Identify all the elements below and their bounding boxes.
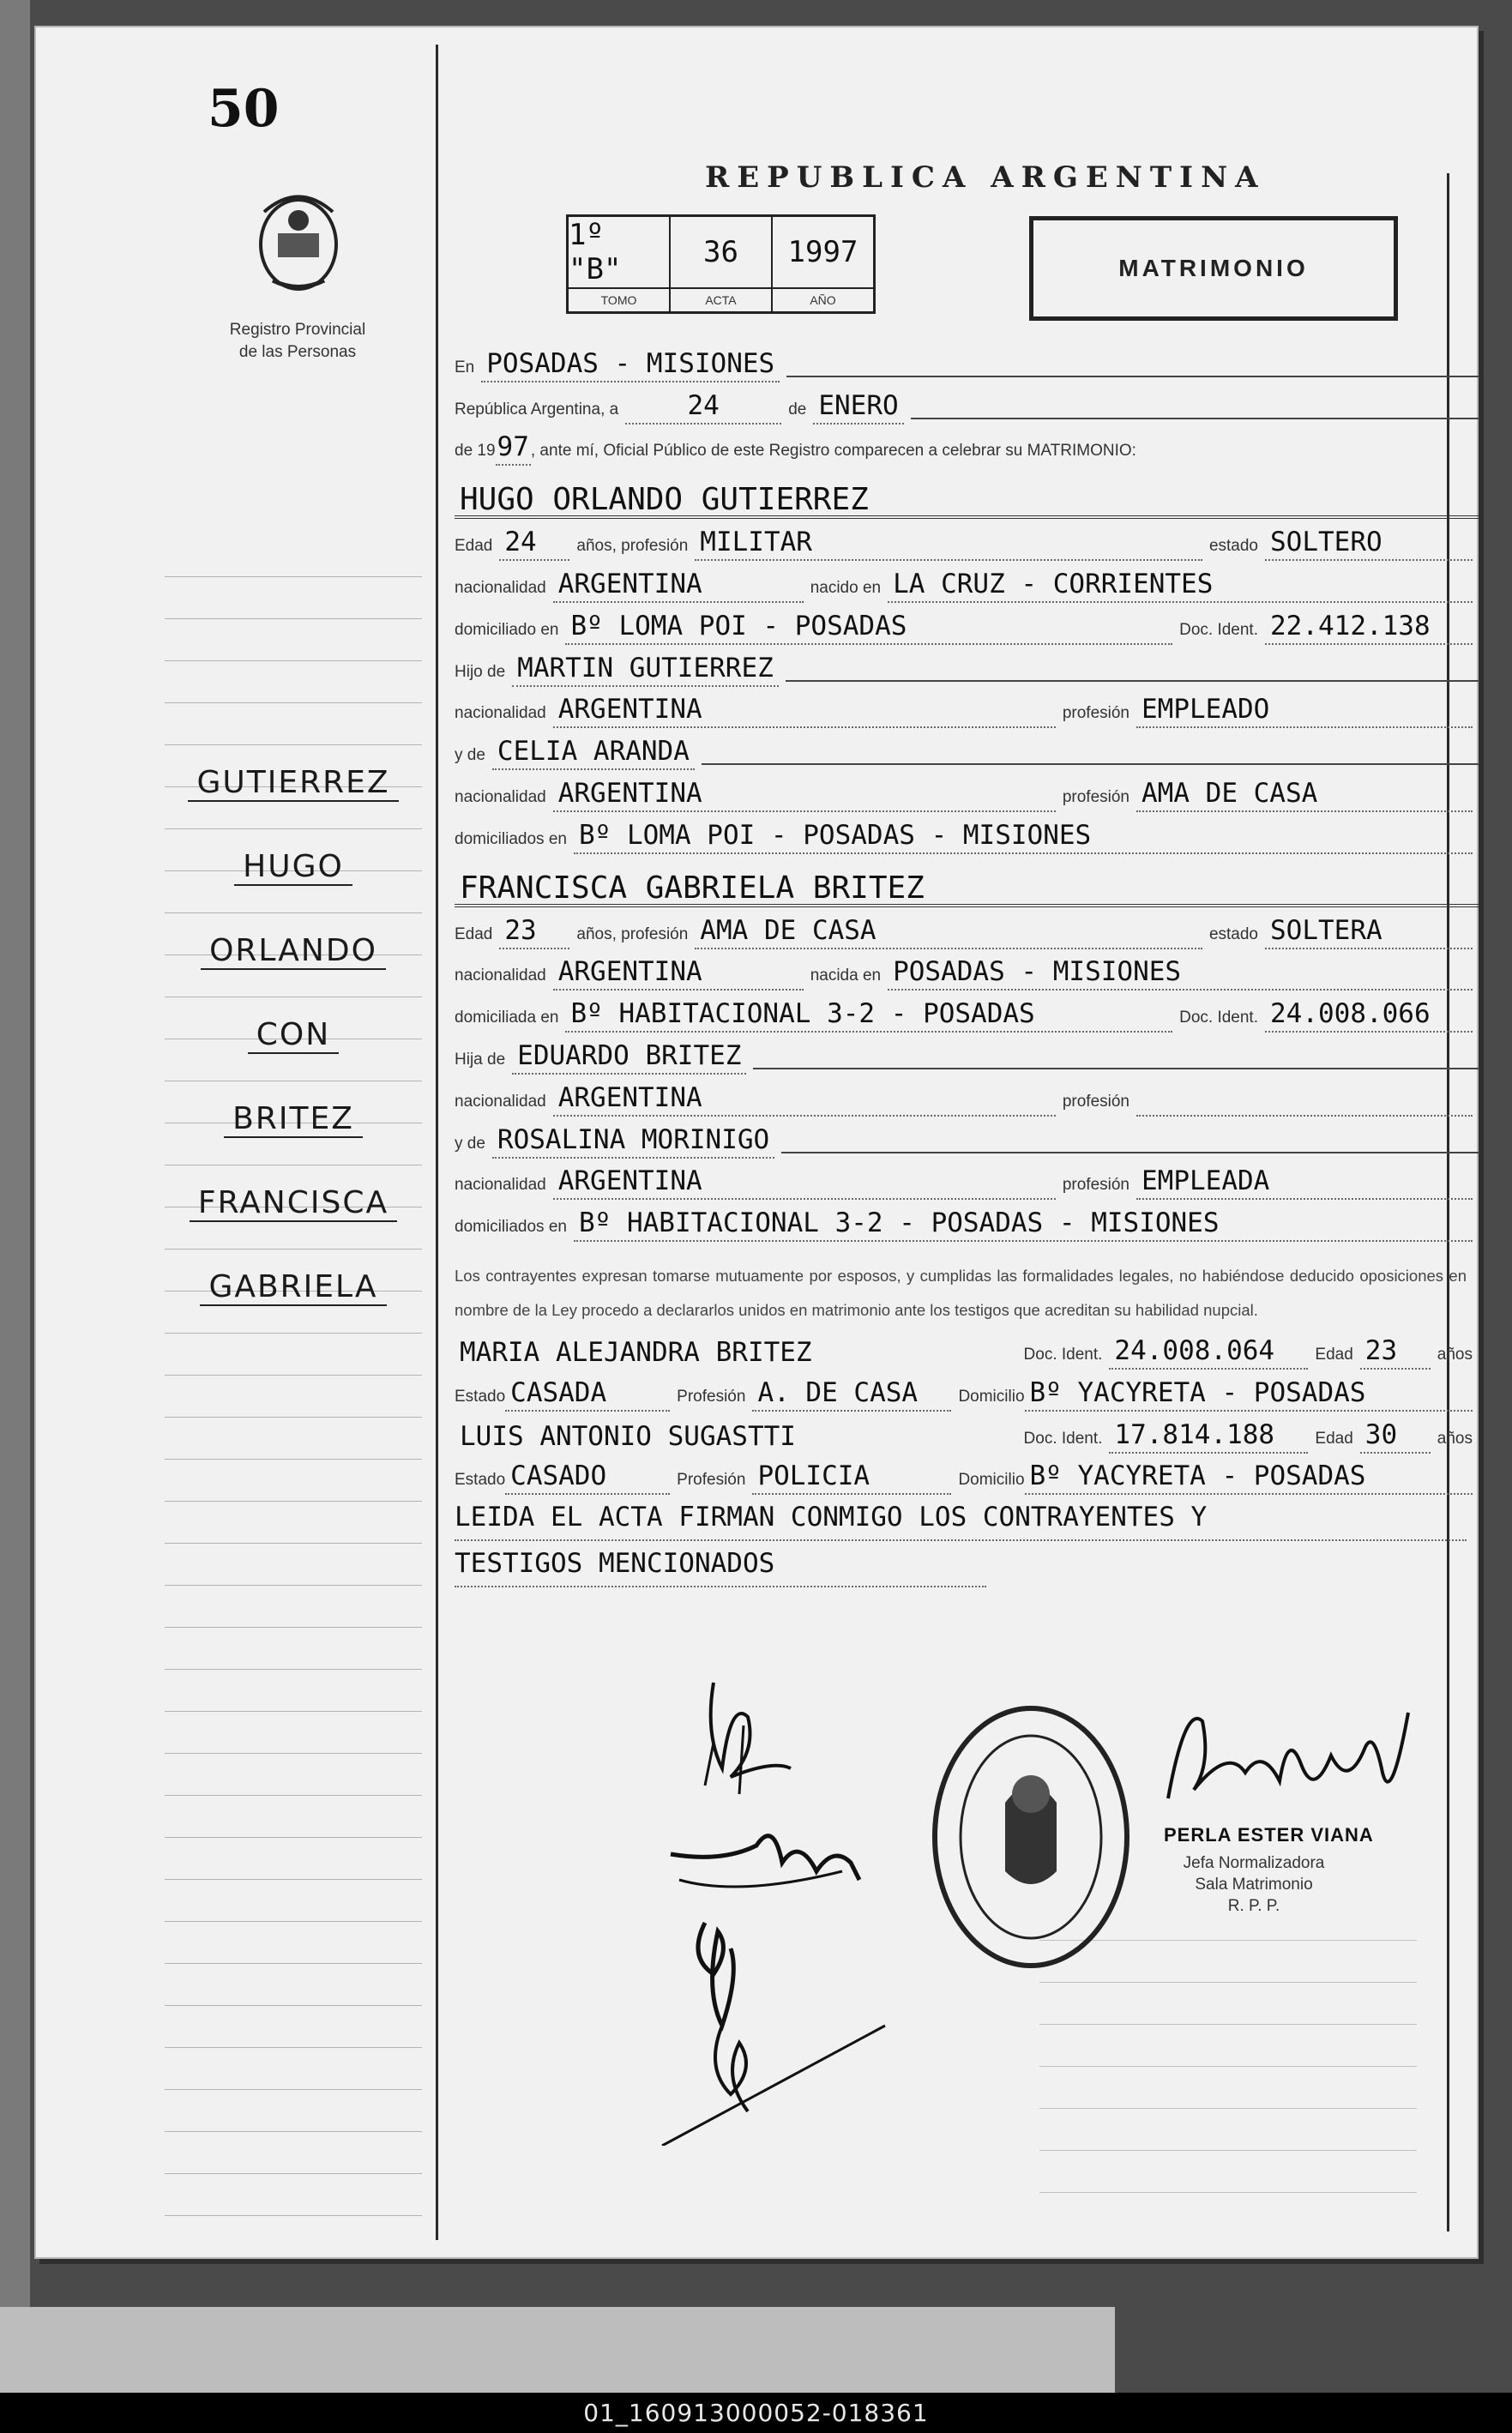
label: y de xyxy=(455,1134,485,1153)
official-title: R. P. P. xyxy=(1227,1897,1280,1915)
label: Doc. Ident. xyxy=(1023,1345,1103,1364)
label: nacionalidad xyxy=(455,1092,546,1111)
label: profesión xyxy=(1062,1176,1129,1195)
statement-text: , ante mí, Oficial Público de este Registro comparecen a celebrar su MATRIMONIO: xyxy=(530,442,1136,461)
label: En xyxy=(455,358,475,376)
margin-name: BRITEZ xyxy=(156,1101,431,1185)
bride-doc: 24.008.066 xyxy=(1265,998,1473,1033)
groom-father: MARTIN GUTIERREZ xyxy=(512,653,779,687)
label: Edad xyxy=(455,924,493,943)
groom-parents-address-row xyxy=(455,812,1479,854)
intro-row-statement xyxy=(455,425,1479,467)
day-value: 24 xyxy=(625,390,781,425)
ruled-line xyxy=(165,1501,422,1502)
bride-father-details-row xyxy=(455,1075,1479,1117)
label: Profesión xyxy=(677,1471,746,1490)
bride-parents-address: Bº HABITACIONAL 3-2 - POSADAS - MISIONES xyxy=(574,1207,1473,1242)
bride-status: SOLTERA xyxy=(1265,915,1473,949)
bride-age: 23 xyxy=(499,915,569,949)
registry-caption-line: de las Personas xyxy=(238,343,357,361)
bride-mother: ROSALINA MORINIGO xyxy=(492,1124,774,1159)
intro-row-place xyxy=(455,340,1479,382)
ruled-line xyxy=(165,1921,422,1922)
label: nacionalidad xyxy=(455,578,546,597)
reference-box xyxy=(566,214,876,314)
bride-parents-address-row xyxy=(455,1200,1479,1242)
bride-father: EDUARDO BRITEZ xyxy=(512,1040,746,1075)
ruled-line xyxy=(1039,2066,1417,2067)
ruled-line xyxy=(165,1963,422,1964)
label: Profesión xyxy=(677,1387,746,1406)
ruled-line xyxy=(165,1627,422,1628)
ruled-line xyxy=(165,1879,422,1880)
witness-status: CASADA xyxy=(505,1377,670,1412)
groom-father-details-row xyxy=(455,687,1479,729)
label: nacida en xyxy=(810,967,882,985)
label: Doc. Ident. xyxy=(1179,620,1258,639)
witness-name: LUIS ANTONIO SUGASTTI xyxy=(460,1420,796,1452)
witness-doc: 17.814.188 xyxy=(1109,1419,1308,1454)
label: domiciliada en xyxy=(455,1009,559,1027)
scan-footer-code: 01_160913000052-018361 xyxy=(0,2393,1512,2433)
label: Edad xyxy=(1315,1429,1353,1448)
ruled-line xyxy=(165,1795,422,1796)
ruled-line xyxy=(165,1459,422,1460)
closing-line: TESTIGOS MENCIONADOS xyxy=(455,1541,986,1587)
registry-seal-icon xyxy=(928,1700,1134,1974)
groom-mother-profession: AMA DE CASA xyxy=(1136,778,1473,812)
ruled-line xyxy=(165,1669,422,1670)
blank-line xyxy=(786,375,1479,377)
blank-line xyxy=(911,417,1479,419)
groom-address: Bº LOMA POI - POSADAS xyxy=(565,611,1172,645)
ano-cell xyxy=(773,217,873,311)
month-value: ENERO xyxy=(813,390,903,425)
label: de 19 xyxy=(455,442,496,461)
place-value: POSADAS - MISIONES xyxy=(481,348,780,382)
witness-age: 23 xyxy=(1360,1335,1431,1370)
bride-father-row xyxy=(455,1033,1479,1075)
witness-2-details-row xyxy=(455,1454,1479,1496)
witness-name: MARIA ALEJANDRA BRITEZ xyxy=(460,1336,812,1368)
tomo-cell xyxy=(569,217,671,311)
label: Hijo de xyxy=(455,662,506,681)
acta-label: ACTA xyxy=(671,287,771,311)
ruled-line xyxy=(1039,2150,1417,2151)
label: Estado xyxy=(455,1387,506,1406)
margin-index-names xyxy=(156,765,431,1353)
groom-status: SOLTERO xyxy=(1265,527,1473,561)
intro-row-date xyxy=(455,382,1479,425)
coat-of-arms-icon xyxy=(247,186,350,298)
label: años, profesión xyxy=(576,924,689,943)
label: profesión xyxy=(1062,787,1129,806)
label: Estado xyxy=(455,1471,506,1490)
witness-profession: A. DE CASA xyxy=(752,1377,951,1412)
label: de xyxy=(788,400,807,419)
acta-cell xyxy=(671,217,773,311)
official-signature-block xyxy=(1151,1695,1425,1915)
label: nacionalidad xyxy=(455,787,546,806)
label: profesión xyxy=(1062,1092,1129,1111)
groom-nationality: ARGENTINA xyxy=(553,569,804,603)
official-name: PERLA ESTER VIANA xyxy=(1164,1824,1374,1846)
document-header: REPUBLICA ARGENTINA xyxy=(705,160,1266,195)
margin-name: ORLANDO xyxy=(156,933,431,1017)
label: Hija de xyxy=(455,1050,506,1069)
witness-profession: POLICIA xyxy=(752,1460,951,1495)
label: Doc. Ident. xyxy=(1023,1429,1103,1448)
label: años xyxy=(1437,1345,1473,1364)
groom-age-row xyxy=(455,519,1479,561)
witness-status: CASADO xyxy=(505,1460,670,1495)
blank-line xyxy=(781,1151,1479,1153)
ruled-line xyxy=(165,2089,422,2090)
ruled-line xyxy=(165,618,422,619)
bride-mother-row xyxy=(455,1117,1479,1159)
registry-caption-line: Registro Provincial xyxy=(229,321,366,339)
label: Edad xyxy=(455,537,493,556)
scan-background-left xyxy=(0,0,30,2433)
register-page xyxy=(34,26,1479,2259)
ruled-line xyxy=(165,2215,422,2216)
label: estado xyxy=(1208,924,1258,943)
ruled-line xyxy=(165,2173,422,2174)
bride-mother-profession: EMPLEADA xyxy=(1136,1165,1473,1200)
margin-name: FRANCISCA xyxy=(156,1185,431,1269)
acta-value: 36 xyxy=(703,235,738,269)
blank-line xyxy=(753,1067,1479,1069)
groom-mother-nationality: ARGENTINA xyxy=(553,778,1056,812)
signatures-scribble xyxy=(654,1665,911,2146)
groom-doc: 22.412.138 xyxy=(1265,611,1473,645)
label: años, profesión xyxy=(576,537,689,556)
tomo-label: TOMO xyxy=(569,287,669,311)
witness-address: Bº YACYRETA - POSADAS xyxy=(1025,1377,1473,1412)
witness-2-row xyxy=(455,1412,1479,1454)
witness-1-details-row xyxy=(455,1370,1479,1412)
ruled-line xyxy=(165,1543,422,1544)
scan-background-bottom xyxy=(0,2307,1115,2401)
margin-name: GUTIERREZ xyxy=(156,765,431,849)
groom-address-row xyxy=(455,603,1479,645)
ruled-line xyxy=(165,660,422,661)
label: y de xyxy=(455,746,485,765)
label: nacionalidad xyxy=(455,1176,546,1195)
ano-label: AÑO xyxy=(773,287,873,311)
blank-line xyxy=(702,762,1479,765)
year-value: 97 xyxy=(496,431,531,466)
bride-address-row xyxy=(455,991,1479,1033)
bride-nationality: ARGENTINA xyxy=(553,956,804,991)
ruled-line xyxy=(165,1711,422,1712)
ruled-line xyxy=(165,744,422,745)
groom-name: HUGO ORLANDO GUTIERREZ xyxy=(460,482,869,518)
ruled-line xyxy=(165,1585,422,1586)
label: Edad xyxy=(1315,1345,1353,1364)
official-title: Sala Matrimonio xyxy=(1195,1876,1313,1894)
bride-profession: AMA DE CASA xyxy=(695,915,1202,949)
label: años xyxy=(1437,1429,1473,1448)
ruled-line xyxy=(165,1375,422,1376)
ruled-line xyxy=(1039,2024,1417,2025)
witness-age: 30 xyxy=(1360,1419,1431,1454)
label: Domicilio xyxy=(958,1471,1025,1490)
ruled-line xyxy=(1039,2192,1417,2193)
label: Domicilio xyxy=(958,1387,1025,1406)
page-number: 50 xyxy=(208,79,280,139)
closing-line: LEIDA EL ACTA FIRMAN CONMIGO LOS CONTRAYENTES Y xyxy=(455,1495,1467,1541)
margin-name: GABRIELA xyxy=(156,1269,431,1353)
bride-nationality-row xyxy=(455,949,1479,991)
official-title: Jefa Normalizadora xyxy=(1183,1854,1325,1872)
bride-father-nationality: ARGENTINA xyxy=(553,1082,1056,1117)
groom-father-nationality: ARGENTINA xyxy=(553,694,1056,728)
margin-divider xyxy=(436,45,438,2240)
bride-age-row xyxy=(455,907,1479,949)
act-type-box: MATRIMONIO xyxy=(1029,216,1398,321)
ruled-line xyxy=(1039,2108,1417,2109)
ruled-line xyxy=(165,1753,422,1754)
bride-birthplace: POSADAS - MISIONES xyxy=(888,956,1473,991)
bride-mother-nationality: ARGENTINA xyxy=(553,1165,1056,1200)
ano-value: 1997 xyxy=(787,235,858,269)
groom-father-row xyxy=(455,645,1479,687)
groom-mother-details-row xyxy=(455,770,1479,812)
ruled-line xyxy=(165,576,422,577)
groom-mother-row xyxy=(455,728,1479,770)
label: nacionalidad xyxy=(455,704,546,723)
official-signature-scribble xyxy=(1151,1695,1425,1833)
ruled-line xyxy=(165,702,422,703)
bride-mother-details-row xyxy=(455,1159,1479,1201)
ruled-line xyxy=(1039,1982,1417,1983)
ruled-line xyxy=(165,2047,422,2048)
tomo-value: 1º "B" xyxy=(569,218,622,286)
ruled-line xyxy=(165,1837,422,1838)
registry-caption xyxy=(203,319,392,364)
legal-declaration: Los contrayentes expresan tomarse mutuamente por esposos, y cumplidas las formalidades legales, no habiéndose deducido oposiciones en nombre de la Ley procedo a declararlos unidos en matrimonio ante los testigos que acreditan su habilidad nupcial. xyxy=(455,1267,1467,1320)
label: profesión xyxy=(1062,704,1129,723)
groom-mother: CELIA ARANDA xyxy=(492,736,695,770)
groom-father-profession: EMPLEADO xyxy=(1136,694,1473,728)
label: nacionalidad xyxy=(455,967,546,985)
witness-1-row xyxy=(455,1328,1479,1370)
groom-age: 24 xyxy=(499,527,569,561)
groom-nationality-row xyxy=(455,561,1479,603)
margin-name: HUGO xyxy=(156,849,431,933)
label: República Argentina, a xyxy=(455,400,619,419)
label: domiciliados en xyxy=(455,1218,567,1237)
label: domiciliados en xyxy=(455,829,567,848)
bride-name-row xyxy=(455,854,1479,907)
label: nacido en xyxy=(810,578,882,597)
groom-parents-address: Bº LOMA POI - POSADAS - MISIONES xyxy=(574,820,1473,854)
groom-birthplace: LA CRUZ - CORRIENTES xyxy=(888,569,1473,603)
margin-name: CON xyxy=(156,1017,431,1101)
groom-profession: MILITAR xyxy=(695,527,1202,561)
label: Doc. Ident. xyxy=(1179,1009,1258,1027)
bride-address: Bº HABITACIONAL 3-2 - POSADAS xyxy=(565,998,1172,1033)
label: domiciliado en xyxy=(455,620,559,639)
ruled-line xyxy=(165,2131,422,2132)
blank-line xyxy=(786,679,1479,682)
marriage-form xyxy=(455,340,1479,1587)
label: estado xyxy=(1208,537,1258,556)
witness-address: Bº YACYRETA - POSADAS xyxy=(1025,1460,1473,1495)
bride-name: FRANCISCA GABRIELA BRITEZ xyxy=(460,870,925,906)
witness-doc: 24.008.064 xyxy=(1109,1335,1308,1370)
ruled-line xyxy=(165,2005,422,2006)
ruled-line xyxy=(165,1417,422,1418)
groom-name-row xyxy=(455,466,1479,519)
